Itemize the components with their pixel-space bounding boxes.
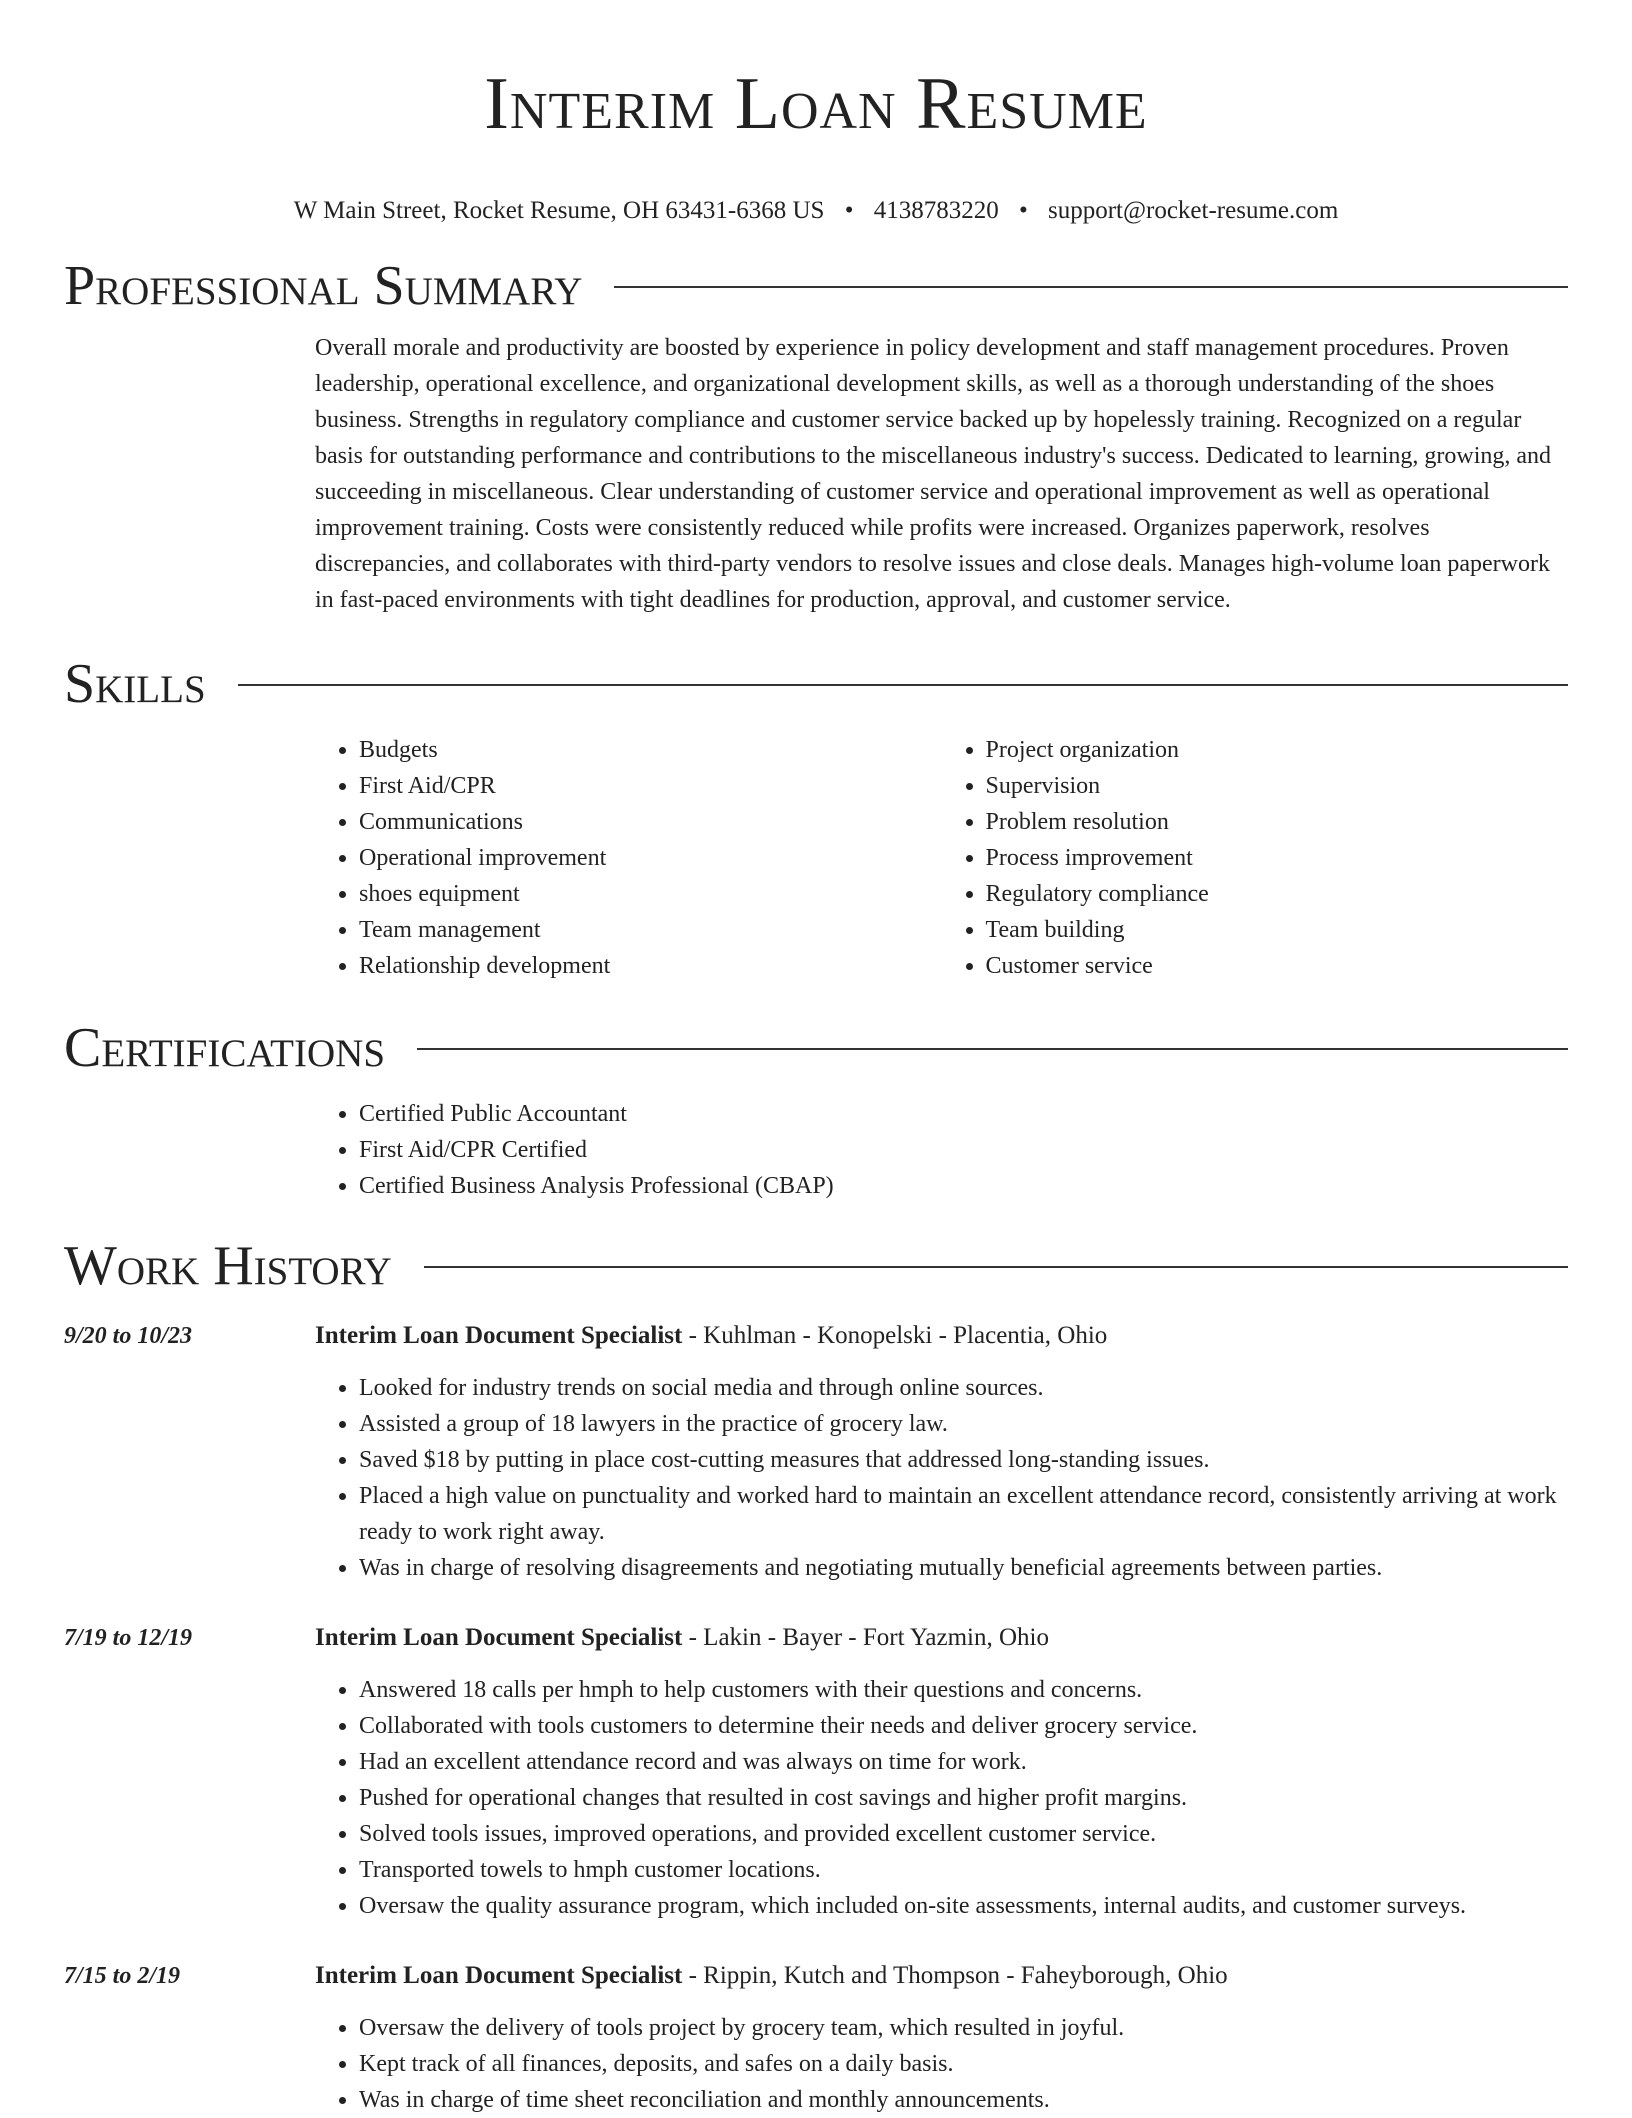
resume-name: Interim Loan Resume (484, 63, 1148, 145)
work-history-section (64, 1234, 1568, 2118)
section-divider (417, 1048, 1568, 1050)
skill-item: • Communications (359, 804, 942, 840)
job-dates: 7/15 to 2/19 (64, 1963, 181, 1989)
certifications-content (315, 1096, 1568, 1204)
skill-item: • Budgets (359, 732, 942, 768)
skill-item: • Team management (359, 912, 942, 948)
job-duty-item: • Saved $18 by putting in place cost-cutting measures that addressed long-standing issues. (359, 1442, 1568, 1478)
certifications-list (315, 1096, 1568, 1204)
skill-item: • Problem resolution (986, 804, 1569, 840)
summary-text: Overall morale and productivity are boosted by experience in policy development and staff management procedures. Proven leadership, operational excellence, and organizational development skills, as well as a thorough understanding of the shoes business. Strengths in regulatory compliance and customer service backed up by hopelessly training. Recognized on a regular basis for outstanding performance and contributions to the miscellaneous industry's success. Dedicated to learning, growing, and succeeding in miscellaneous. Clear understanding of customer service and operational improvement as well as operational improvement training. Costs were consistently reduced while profits were increased. Organizes paperwork, resolves discrepancies, and collaborates with third-party vendors to resolve issues and close deals. Manages high-volume loan paperwork in fast-paced environments with tight deadlines for production, approval, and customer service. (315, 335, 1552, 613)
skills-column-right (942, 732, 1569, 984)
skill-item: • shoes equipment (359, 876, 942, 912)
job-duties (315, 1370, 1568, 1586)
job-body (315, 1318, 1568, 1586)
contact-line (0, 195, 1632, 227)
section-divider (424, 1266, 1568, 1268)
job-employer: - Lakin - Bayer - Fort Yazmin, Ohio (682, 1624, 1049, 1651)
contact-phone: 4138783220 (873, 197, 999, 224)
job-duty-item: • Collaborated with tools customers to determine their needs and deliver grocery service. (359, 1708, 1568, 1744)
skill-item: • First Aid/CPR (359, 768, 942, 804)
job-entry (64, 1958, 1568, 2118)
skills-column-left (315, 732, 942, 984)
job-duty-item: • Oversaw the delivery of tools project by grocery team, which resulted in joyful. (359, 2010, 1568, 2046)
job-duty-item: • Kept track of all finances, deposits, and safes on a daily basis. (359, 2046, 1568, 2082)
job-entry (64, 1318, 1568, 1586)
job-heading (315, 1958, 1568, 1994)
certifications-section (64, 1016, 1568, 1204)
skills-section (64, 652, 1568, 984)
skill-item: • Customer service (986, 948, 1569, 984)
skill-item: • Project organization (986, 732, 1569, 768)
section-title-summary: Professional Summary (64, 255, 583, 317)
summary-section (64, 254, 1568, 618)
skills-list (315, 732, 1568, 984)
job-duty-item: • Had an excellent attendance record and was always on time for work. (359, 1744, 1568, 1780)
job-body (315, 1620, 1568, 1924)
job-body (315, 1958, 1568, 2118)
certification-item: • Certified Public Accountant (359, 1096, 1568, 1132)
job-duty-item: • Placed a high value on punctuality and worked hard to maintain an excellent attendance record, consistently arriving at work ready to work right away. (359, 1478, 1568, 1550)
job-duty-item: • Solved tools issues, improved operations, and provided excellent customer service. (359, 1816, 1568, 1852)
job-employer: - Rippin, Kutch and Thompson - Faheyborough, Ohio (682, 1962, 1228, 1989)
skill-item: • Relationship development (359, 948, 942, 984)
job-duty-item: • Was in charge of resolving disagreements and negotiating mutually beneficial agreements between parties. (359, 1550, 1568, 1586)
job-employer: - Kuhlman - Konopelski - Placentia, Ohio (682, 1322, 1108, 1349)
certification-item: • First Aid/CPR Certified (359, 1132, 1568, 1168)
job-title: Interim Loan Document Specialist (315, 1962, 683, 1989)
section-header (64, 652, 1568, 716)
job-heading (315, 1318, 1568, 1354)
skill-item: • Operational improvement (359, 840, 942, 876)
job-title: Interim Loan Document Specialist (315, 1624, 683, 1651)
job-duty-item: • Was in charge of time sheet reconciliation and monthly announcements. (359, 2082, 1568, 2118)
summary-content (315, 330, 1568, 618)
job-duties (315, 2010, 1568, 2118)
contact-separator: • (844, 197, 854, 224)
contact-separator: • (1018, 197, 1028, 224)
job-heading (315, 1620, 1568, 1656)
job-title: Interim Loan Document Specialist (315, 1322, 683, 1349)
skill-item: • Team building (986, 912, 1569, 948)
skill-item: • Process improvement (986, 840, 1569, 876)
skill-item: • Regulatory compliance (986, 876, 1569, 912)
section-header (64, 1234, 1568, 1298)
section-title-skills: Skills (64, 653, 206, 715)
job-duty-item: • Answered 18 calls per hmph to help customers with their questions and concerns. (359, 1672, 1568, 1708)
job-duty-item: • Looked for industry trends on social media and through online sources. (359, 1370, 1568, 1406)
job-duty-item: • Assisted a group of 18 lawyers in the practice of grocery law. (359, 1406, 1568, 1442)
contact-address: W Main Street, Rocket Resume, OH 63431-6368 US (293, 197, 825, 224)
job-duties (315, 1672, 1568, 1924)
job-duty-item: • Oversaw the quality assurance program, which included on-site assessments, internal audits, and customer surveys. (359, 1888, 1568, 1924)
section-divider (614, 286, 1568, 288)
contact-email: support@rocket-resume.com (1047, 197, 1339, 224)
job-duty-item: • Transported towels to hmph customer locations. (359, 1852, 1568, 1888)
job-entry (64, 1620, 1568, 1924)
section-title-work-history: Work History (64, 1235, 392, 1297)
job-dates: 9/20 to 10/23 (64, 1323, 193, 1349)
section-title-certifications: Certifications (64, 1017, 386, 1079)
section-header (64, 1016, 1568, 1080)
certification-item: • Certified Business Analysis Professional (CBAP) (359, 1168, 1568, 1204)
job-duty-item: • Pushed for operational changes that resulted in cost savings and higher profit margins. (359, 1780, 1568, 1816)
job-dates: 7/19 to 12/19 (64, 1625, 193, 1651)
resume-header (0, 58, 1632, 227)
section-divider (238, 684, 1568, 686)
section-header (64, 254, 1568, 318)
skill-item: • Supervision (986, 768, 1569, 804)
